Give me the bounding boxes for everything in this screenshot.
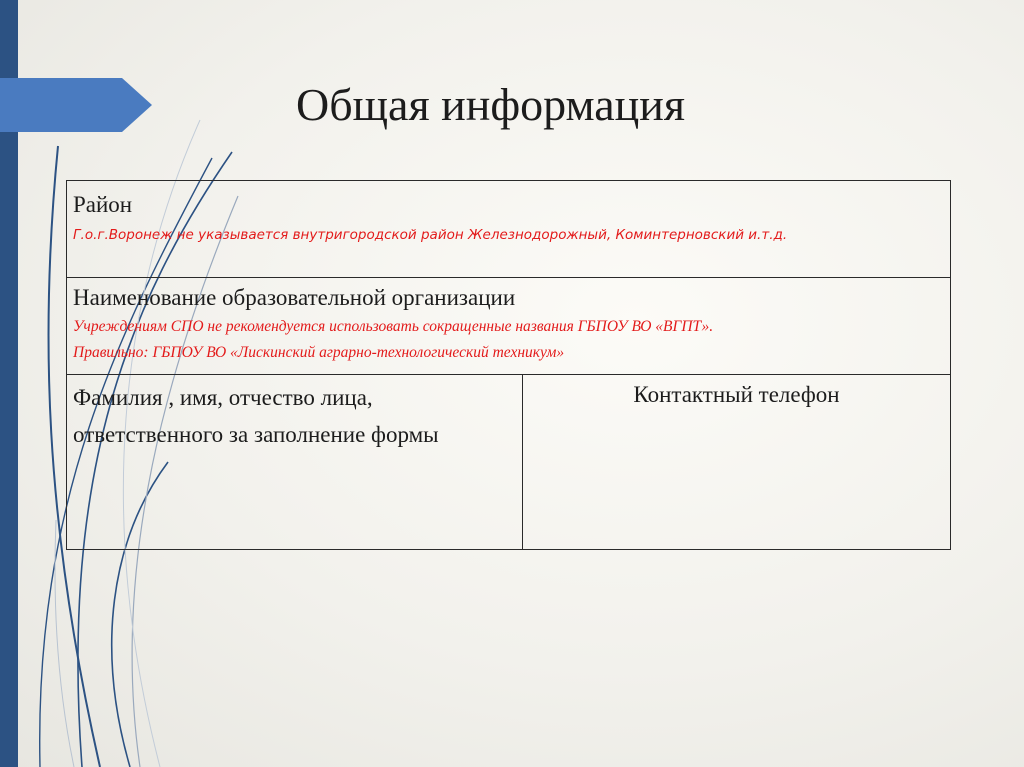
table-row-organization (67, 278, 951, 375)
contact-phone-cell (523, 375, 951, 550)
organization-note-line-1: Учреждениям СПО не рекомендуется использовать сокращенные названия ГБПОУ ВО «ВГПТ». (73, 318, 714, 335)
district-cell (67, 181, 951, 278)
organization-note-line-2: Правильно: ГБПОУ ВО «Лискинский аграрно-технологический техникум» (73, 344, 565, 361)
chevron-arrow-icon (0, 0, 160, 140)
slide-title: Общая информация (296, 79, 686, 130)
general-info-table (66, 180, 951, 550)
contact-phone-label: Контактный телефон (633, 382, 840, 407)
organization-cell (67, 278, 951, 375)
table-row-contacts (67, 375, 951, 550)
responsible-person-label: Фамилия , имя, отчество лица, ответственного за заполнение формы (73, 385, 439, 447)
table-row-district (67, 181, 951, 278)
organization-label: Наименование образовательной организации (73, 285, 516, 310)
responsible-person-cell (67, 375, 523, 550)
district-note: Г.о.г.Воронеж не указывается внутригородской район Железнодорожный, Коминтерновский и.т.д. (73, 227, 788, 243)
district-label: Район (73, 192, 133, 217)
